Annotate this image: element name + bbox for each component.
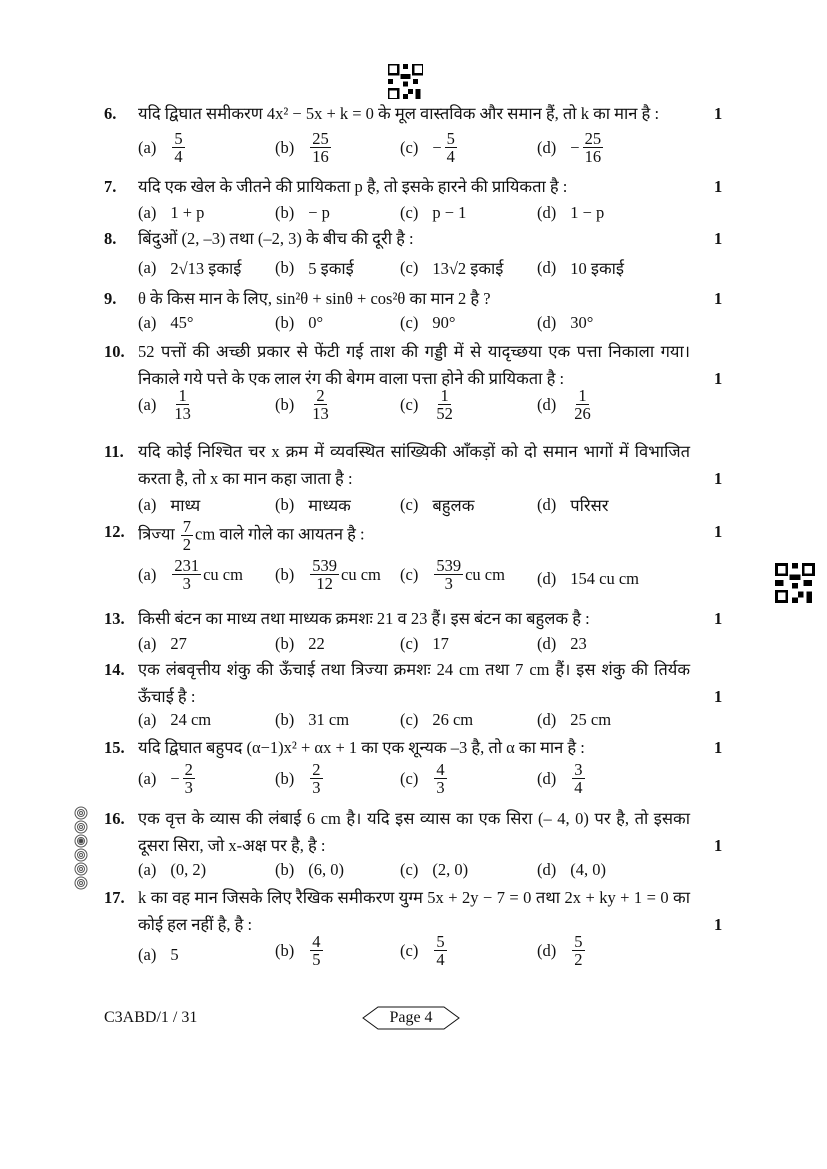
fraction-denominator: 12 — [316, 574, 333, 593]
fraction-denominator: 2 — [182, 535, 192, 554]
fraction-numerator: 2 — [316, 386, 325, 405]
option-text: 22 — [308, 634, 325, 653]
option-label: (d) — [537, 137, 557, 157]
question-text-segment: k का वह मान जिसके लिए रैखिक समीकरण युग्म 5x + 2y − 7 = 0 तथा 2x + ky + 1 = 0 का कोई हल नहीं है, है : — [138, 888, 690, 934]
answer-option[interactable] — [400, 130, 459, 165]
option-fraction — [310, 557, 339, 592]
option-label: (a) — [138, 860, 157, 879]
fraction-numerator: 25 — [584, 129, 602, 148]
option-text: − p — [308, 203, 330, 222]
qr-code-top — [388, 64, 423, 99]
answer-option[interactable] — [275, 860, 344, 880]
option-label: (c) — [400, 313, 419, 332]
question-number: 17. — [104, 888, 125, 907]
option-label: (c) — [400, 634, 419, 653]
option-fraction — [172, 130, 184, 165]
option-label: (c) — [400, 494, 419, 514]
option-label: (a) — [138, 137, 157, 157]
answer-option[interactable] — [400, 634, 449, 654]
question-marks: 1 — [714, 369, 723, 388]
option-label: (c) — [400, 203, 419, 222]
question-text-segment: यदि कोई निश्चित चर x क्रम में व्यवस्थित सांख्यिकी आँकड़ों को दो समान भागों में विभाजित करता है, तो x का मान कहा जाता है : — [138, 442, 690, 488]
question-number: 15. — [104, 738, 125, 757]
option-label: (b) — [275, 634, 295, 653]
option-label: (b) — [275, 203, 295, 222]
question-text-segment: एक वृत्त के व्यास की लंबाई 6 cm है। यदि इस व्यास का एक सिरा (– 4, 0) पर है, तो इसका दूसरा सिरा, जो x-अक्ष पर है, है : — [138, 809, 690, 855]
option-label: (d) — [537, 494, 557, 514]
answer-option[interactable] — [400, 710, 473, 730]
option-label: (a) — [138, 945, 157, 964]
option-fraction — [434, 761, 446, 796]
option-label: (d) — [537, 634, 557, 653]
option-label: (a) — [138, 313, 157, 332]
option-sign: − — [170, 768, 180, 788]
fraction-numerator: 5 — [446, 129, 455, 148]
option-label: (c) — [400, 257, 419, 277]
answer-option[interactable] — [275, 933, 325, 968]
fraction-denominator: 3 — [184, 778, 193, 797]
option-label: (d) — [537, 860, 557, 879]
fraction-denominator: 4 — [436, 950, 445, 969]
option-text: (4, 0) — [570, 860, 606, 879]
answer-option[interactable] — [138, 710, 211, 730]
paper-code: C3ABD/1 / 31 — [104, 1009, 198, 1026]
option-label: (d) — [537, 710, 557, 729]
option-text: 154 cu cm — [570, 569, 639, 588]
fraction-denominator: 13 — [174, 404, 191, 423]
option-fraction — [310, 933, 322, 968]
answer-option[interactable] — [275, 710, 349, 730]
option-text: 13√2 इकाई — [432, 259, 504, 278]
fraction-numerator: 4 — [436, 760, 445, 779]
option-unit: cu cm — [203, 564, 243, 584]
inline-fraction — [181, 518, 193, 553]
option-label: (a) — [138, 768, 157, 788]
option-label: (d) — [537, 203, 557, 222]
fraction-numerator: 539 — [312, 556, 337, 575]
option-label: (d) — [537, 569, 557, 588]
question-marks: 1 — [714, 177, 723, 196]
option-label: (a) — [138, 494, 157, 514]
question-marks: 1 — [714, 609, 723, 628]
option-text: परिसर — [570, 496, 609, 515]
answer-option[interactable] — [275, 130, 333, 165]
fraction-denominator: 3 — [444, 574, 453, 593]
option-label: (c) — [400, 860, 419, 879]
answer-option[interactable] — [537, 256, 624, 279]
option-label: (a) — [138, 203, 157, 222]
question-number: 10. — [104, 342, 125, 361]
question-number: 16. — [104, 809, 125, 828]
fraction-denominator: 4 — [446, 147, 455, 166]
question-text-segment: यदि एक खेल के जीतने की प्रायिकता p है, तो इसके हारने की प्रायिकता है : — [138, 177, 568, 196]
question-number: 13. — [104, 609, 125, 628]
question-number: 7. — [104, 177, 117, 196]
question-number: 6. — [104, 104, 117, 123]
fraction-denominator: 13 — [312, 404, 329, 423]
fraction-denominator: 3 — [312, 778, 321, 797]
fraction-denominator: 3 — [436, 778, 445, 797]
answer-option[interactable] — [537, 130, 605, 165]
question-marks: 1 — [714, 915, 723, 934]
question-text-segment: cm वाले गोले का आयतन है : — [195, 524, 365, 544]
fraction-numerator: 3 — [574, 760, 583, 779]
fraction-denominator: 4 — [174, 147, 183, 166]
fraction-numerator: 2 — [184, 760, 193, 779]
page-number: Page 4 — [389, 1009, 433, 1026]
option-label: (c) — [400, 710, 419, 729]
option-label: (b) — [275, 137, 295, 157]
fraction-denominator: 4 — [574, 778, 583, 797]
question-marks: 1 — [714, 289, 723, 308]
option-label: (b) — [275, 494, 295, 514]
question-text — [138, 605, 690, 632]
question-marks: 1 — [714, 104, 723, 123]
answer-option[interactable] — [400, 860, 468, 880]
question-number: 11. — [104, 442, 124, 461]
page-number-badge — [362, 1006, 460, 1035]
option-label: (c) — [400, 940, 419, 960]
option-text: 10 इकाई — [570, 259, 625, 278]
answer-option[interactable] — [400, 933, 449, 968]
fraction-numerator: 25 — [312, 129, 329, 148]
option-text: बहुलक — [432, 496, 475, 515]
question-text — [138, 285, 690, 312]
answer-option[interactable] — [400, 493, 474, 516]
option-label: (a) — [138, 394, 157, 414]
fraction-denominator: 52 — [436, 404, 453, 423]
option-fraction — [583, 130, 604, 165]
option-label: (a) — [138, 564, 157, 584]
option-text: (2, 0) — [432, 860, 469, 879]
option-text: p − 1 — [432, 203, 467, 222]
option-label: (b) — [275, 860, 295, 879]
answer-option[interactable] — [138, 860, 206, 880]
option-text: (0, 2) — [170, 860, 207, 879]
fraction-numerator: 1 — [578, 386, 587, 405]
question-text — [138, 656, 690, 710]
option-fraction — [572, 933, 584, 968]
question-text — [138, 173, 690, 200]
question-text-segment: एक लंबवृत्तीय शंकु की ऊँचाई तथा त्रिज्या क्रमशः 24 cm तथा 7 cm हैं। इस शंकु की तिर्यक ऊँचाई है : — [138, 660, 690, 706]
question-text — [138, 438, 690, 492]
option-text: 1 − p — [570, 203, 605, 222]
option-fraction — [434, 557, 463, 592]
answer-option[interactable] — [275, 761, 325, 796]
fraction-numerator: 231 — [174, 556, 200, 575]
option-text: माध्यक — [308, 496, 351, 515]
option-fraction — [310, 130, 331, 165]
option-text: 23 — [570, 634, 587, 653]
option-label: (c) — [400, 137, 419, 157]
answer-option[interactable] — [138, 557, 243, 592]
answer-option[interactable] — [537, 313, 593, 333]
binding-rings-decoration — [72, 806, 90, 890]
option-text: 30° — [570, 313, 594, 332]
answer-option[interactable] — [275, 493, 351, 516]
answer-option[interactable] — [537, 493, 609, 516]
option-label: (a) — [138, 634, 157, 653]
fraction-denominator: 16 — [584, 147, 602, 166]
answer-option[interactable] — [537, 203, 604, 223]
option-label: (b) — [275, 564, 295, 584]
answer-option[interactable] — [275, 634, 325, 654]
qr-code-side — [775, 563, 815, 603]
option-fraction — [310, 761, 322, 796]
answer-option[interactable] — [537, 761, 587, 796]
option-text: 25 cm — [570, 710, 612, 729]
question-marks: 1 — [714, 738, 723, 757]
answer-option[interactable] — [400, 557, 505, 592]
fraction-denominator: 3 — [182, 574, 191, 593]
answer-option[interactable] — [537, 933, 587, 968]
answer-option[interactable] — [138, 256, 241, 279]
question-text — [138, 734, 690, 761]
option-label: (d) — [537, 257, 557, 277]
option-text: 1 + p — [170, 203, 205, 222]
fraction-numerator: 5 — [436, 932, 445, 951]
option-text: 17 — [432, 634, 449, 653]
answer-option[interactable] — [138, 203, 204, 223]
option-label: (d) — [537, 940, 557, 960]
option-text: 45° — [170, 313, 194, 332]
option-text: 5 — [170, 945, 179, 964]
answer-option[interactable] — [275, 203, 330, 223]
option-label: (c) — [400, 394, 419, 414]
option-label: (d) — [537, 313, 557, 332]
answer-option[interactable] — [537, 634, 587, 654]
question-marks: 1 — [714, 469, 723, 488]
question-number: 12. — [104, 522, 125, 541]
answer-option[interactable] — [537, 860, 606, 880]
answer-option[interactable] — [537, 387, 595, 422]
answer-option[interactable] — [138, 634, 187, 654]
option-fraction — [434, 933, 446, 968]
option-label: (d) — [537, 768, 557, 788]
option-text: 24 cm — [170, 710, 212, 729]
option-text: 90° — [432, 313, 456, 332]
question-text-segment: बिंदुओं (2, –3) तथा (–2, 3) के बीच की दूरी है : — [138, 229, 414, 248]
option-text: 5 इकाई — [308, 259, 354, 278]
option-label: (b) — [275, 940, 295, 960]
fraction-denominator: 26 — [574, 404, 591, 423]
option-text: 31 cm — [308, 710, 350, 729]
answer-option[interactable] — [275, 256, 354, 279]
question-text-segment: यदि द्विघात बहुपद (α−1)x² + αx + 1 का एक शून्यक –3 है, तो α का मान है : — [138, 738, 585, 757]
option-label: (b) — [275, 768, 295, 788]
question-text-segment: यदि द्विघात समीकरण 4x² − 5x + k = 0 के मूल वास्तविक और समान हैं, तो k का मान है : — [138, 104, 660, 123]
option-fraction — [445, 130, 457, 165]
option-unit: cu cm — [465, 564, 505, 584]
fraction-numerator: 5 — [174, 129, 183, 148]
fraction-numerator: 2 — [312, 760, 321, 779]
question-number: 9. — [104, 289, 117, 308]
question-text — [138, 805, 690, 859]
answer-option[interactable] — [138, 130, 187, 165]
option-label: (b) — [275, 313, 295, 332]
question-text — [138, 225, 690, 252]
option-fraction — [310, 387, 331, 422]
answer-option[interactable] — [138, 761, 197, 796]
question-text — [138, 338, 690, 392]
option-fraction — [172, 557, 201, 592]
option-text: माध्य — [170, 496, 201, 515]
option-text: 2√13 इकाई — [170, 259, 242, 278]
option-label: (b) — [275, 394, 295, 414]
answer-option[interactable] — [400, 203, 466, 223]
fraction-numerator: 5 — [574, 932, 583, 951]
option-fraction — [434, 387, 455, 422]
option-fraction — [572, 387, 593, 422]
answer-option[interactable] — [138, 313, 193, 333]
answer-option[interactable] — [275, 387, 333, 422]
option-sign: − — [432, 137, 442, 157]
answer-option[interactable] — [537, 569, 639, 589]
question-marks: 1 — [714, 522, 723, 541]
answer-option[interactable] — [138, 493, 200, 516]
question-number: 14. — [104, 660, 125, 679]
option-text: 26 cm — [432, 710, 474, 729]
fraction-numerator: 4 — [312, 932, 321, 951]
option-label: (a) — [138, 710, 157, 729]
answer-option[interactable] — [275, 313, 323, 333]
question-text-segment: θ के किस मान के लिए, sin²θ + sinθ + cos²θ का मान 2 है ? — [138, 289, 491, 308]
fraction-numerator: 1 — [178, 386, 187, 405]
answer-option[interactable] — [138, 945, 179, 965]
question-text-segment: 52 पत्तों की अच्छी प्रकार से फेंटी गई ताश की गड्डी में से यादृच्छया एक पत्ता निकाला गया। निकाले गये पत्ते के एक लाल रंग की बेगम वाला पत्ता होने की प्रायिकता है : — [138, 342, 690, 388]
option-label: (a) — [138, 257, 157, 277]
fraction-numerator: 1 — [440, 386, 449, 405]
question-marks: 1 — [714, 836, 723, 855]
option-fraction — [172, 387, 193, 422]
answer-option[interactable] — [537, 710, 611, 730]
fraction-denominator: 2 — [574, 950, 583, 969]
question-text-segment: त्रिज्या — [138, 524, 179, 544]
question-text — [138, 100, 690, 127]
answer-option[interactable] — [400, 761, 449, 796]
question-text-segment: किसी बंटन का माध्य तथा माध्यक क्रमशः 21 व 23 हैं। इस बंटन का बहुलक है : — [138, 609, 590, 628]
option-label: (b) — [275, 710, 295, 729]
option-fraction — [572, 761, 584, 796]
answer-option[interactable] — [138, 387, 195, 422]
answer-option[interactable] — [400, 313, 455, 333]
question-text — [138, 884, 690, 938]
question-text — [138, 518, 690, 553]
option-label: (d) — [537, 394, 557, 414]
question-marks: 1 — [714, 229, 723, 248]
option-label: (c) — [400, 564, 419, 584]
fraction-numerator: 7 — [182, 517, 192, 536]
answer-option[interactable] — [400, 256, 503, 279]
option-unit: cu cm — [341, 564, 381, 584]
option-sign: − — [570, 137, 580, 157]
question-number: 8. — [104, 229, 117, 248]
option-text: 0° — [308, 313, 324, 332]
answer-option[interactable] — [275, 557, 381, 592]
answer-option[interactable] — [400, 387, 457, 422]
option-fraction — [183, 761, 195, 796]
fraction-denominator: 16 — [312, 147, 329, 166]
option-label: (c) — [400, 768, 419, 788]
fraction-denominator: 5 — [312, 950, 321, 969]
fraction-numerator: 539 — [436, 556, 462, 575]
option-text: (6, 0) — [308, 860, 344, 879]
option-text: 27 — [170, 634, 187, 653]
option-label: (b) — [275, 257, 295, 277]
question-marks: 1 — [714, 687, 723, 706]
